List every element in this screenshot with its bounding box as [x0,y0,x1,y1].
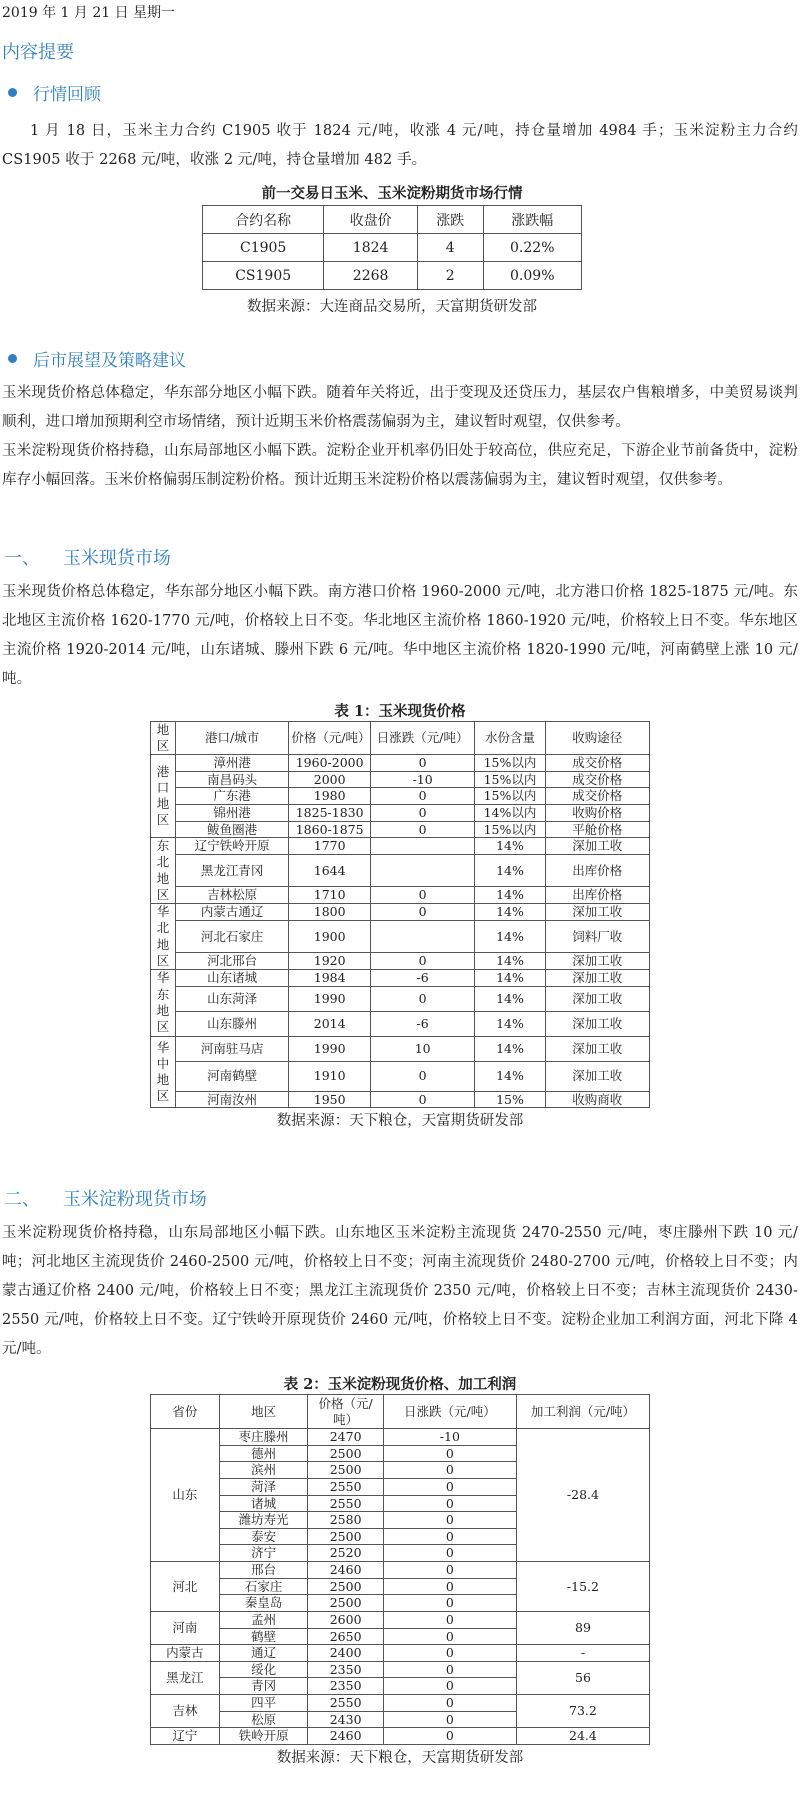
table-cell: 1824 [324,234,418,262]
table-cell: 1984 [289,970,371,987]
table-cell: 1960-2000 [289,755,371,772]
starch-table-source: 数据来源：天下粮仓，天富期货研发部 [276,1749,524,1766]
table-cell: 深加工收 [545,970,649,987]
bullet-icon [8,88,17,97]
table-cell: 枣庄滕州 [219,1429,308,1446]
table-cell: 南昌码头 [175,771,288,788]
table-row [151,1695,650,1712]
table-cell: 山东滕州 [175,1011,288,1036]
table-row [203,206,582,234]
section-heading-corn: 一、 玉米现货市场 [4,548,171,569]
table-cell: 15%以内 [475,771,545,788]
table-row [151,855,650,886]
table-cell: 0 [383,1578,516,1595]
table-cell: 2 [417,262,483,290]
table-cell: 邢台 [219,1562,308,1579]
table-cell: 2268 [324,262,418,290]
table-cell: 通辽 [219,1645,308,1662]
table-cell: 吉林松原 [175,886,288,903]
table-cell: 14%以内 [475,804,545,821]
table-cell: 15%以内 [475,821,545,838]
table-row [151,1061,650,1091]
table-cell: 深加工收 [545,1036,649,1061]
table-cell: 2500 [308,1595,383,1612]
table-header-cell: 收购途径 [545,722,649,755]
table-cell: 1644 [289,855,371,886]
table-cell: 河南汝州 [175,1091,288,1108]
section-heading-review [8,80,101,105]
province-cell: 内蒙古 [151,1645,220,1662]
table-row [203,234,582,262]
futures-table [202,205,582,290]
table-cell: 1900 [289,921,371,952]
table-cell: 0 [370,904,474,921]
region-cell: 华北地区 [151,904,176,970]
table-cell: 河北石家庄 [175,921,288,952]
table-header-cell: 价格（元/吨） [308,1395,383,1429]
table-cell: 14% [475,904,545,921]
table-cell: 出库价格 [545,855,649,886]
futures-table-caption: 前一交易日玉米、玉米淀粉期货市场行情 [261,185,523,202]
review-paragraph: 1 月 18 日，玉米主力合约 C1905 收于 1824 元/吨，收涨 4 元/吨，持仓量增加 4984 手；玉米淀粉主力合约 CS1905 收于 2268 元/吨，收涨 2 元/吨，持仓量增加 482 手。 [2,123,798,168]
table-row [151,1611,650,1628]
table-cell: 内蒙古通辽 [175,904,288,921]
corn-price-table [150,721,650,1108]
table-cell: 0 [383,1478,516,1495]
profit-cell: - [516,1645,649,1662]
table-cell: 潍坊寿光 [219,1512,308,1529]
table-cell: 黑龙江青冈 [175,855,288,886]
table-cell: 深加工收 [545,1061,649,1091]
table-row [151,1011,650,1036]
table-cell: -10 [383,1429,516,1446]
table-cell [370,855,474,886]
table-cell: 菏泽 [219,1478,308,1495]
table-cell: 0 [383,1495,516,1512]
table-cell: 深加工收 [545,986,649,1011]
table-cell: 14% [475,970,545,987]
table-cell: 14% [475,1061,545,1091]
corn-paragraph: 玉米现货价格总体稳定，华东部分地区小幅下跌。南方港口价格 1960-2000 元/吨，北方港口价格 1825-1875 元/吨。东北地区主流价格 1620-1770 元/吨，价格较上日不变。华北地区主流价格 1860-1920 元/吨，价格较上日不变。华东地区主流价格 1920-2014 元/吨，山东诸城、滕州下跌 6 元/吨。华中地区主流价格 1820-1990 元/吨，河南鹤壁上涨 10 元/吨。 [2,584,798,687]
table-cell: 1710 [289,886,371,903]
table-cell: 1910 [289,1061,371,1091]
table-cell: 0 [370,952,474,969]
table-cell: 0 [383,1645,516,1662]
table-cell: 0 [383,1728,516,1745]
table-cell: 14% [475,838,545,855]
table-header-cell: 涨跌幅 [483,206,581,234]
province-cell: 辽宁 [151,1728,220,1745]
table-cell: 0 [370,1091,474,1108]
table-header-cell: 省份 [151,1395,220,1429]
table-cell: 2580 [308,1512,383,1529]
outlook-paragraph-1: 玉米现货价格总体稳定，华东部分地区小幅下跌。随着年关将近，出于变现及还贷压力，基层农户售粮增多，中美贸易谈判顺利，进口增加预期利空市场情绪，预计近期玉米价格震荡偏弱为主，建议暂时观望，仅供参考。 [2,385,798,430]
table-cell: 0 [383,1545,516,1562]
table-row [151,886,650,903]
table-header-cell: 合约名称 [203,206,324,234]
table-row [151,970,650,987]
table-cell: 成交价格 [545,755,649,772]
table-cell [370,921,474,952]
table-cell: 山东菏泽 [175,986,288,1011]
table-row [151,755,650,772]
table-cell: 鹤壁 [219,1628,308,1645]
table-cell: 河南鹤壁 [175,1061,288,1091]
table-cell: 铁岭开原 [219,1728,308,1745]
corn-table-caption: 表 1：玉米现货价格 [334,703,466,720]
province-cell: 河北 [151,1562,220,1612]
table-cell: 0 [383,1695,516,1712]
table-row [151,952,650,969]
table-cell: 松原 [219,1711,308,1728]
table-row [151,921,650,952]
table-cell: 0 [383,1512,516,1529]
table-cell: 2014 [289,1011,371,1036]
table-cell: 2550 [308,1478,383,1495]
table-cell: 1980 [289,788,371,805]
profit-cell: -15.2 [516,1562,649,1612]
table-cell: 15% [475,1091,545,1108]
table-cell: 孟州 [219,1611,308,1628]
table-cell: 0 [383,1445,516,1462]
table-cell: 1770 [289,838,371,855]
table-header-cell: 地区 [219,1395,308,1429]
table-cell: 四平 [219,1695,308,1712]
table-cell: 0 [383,1661,516,1678]
table-cell: 诸城 [219,1495,308,1512]
table-cell: 饲料厂收 [545,921,649,952]
table-row [151,838,650,855]
region-cell: 华中地区 [151,1036,176,1108]
table-cell: 0 [383,1595,516,1612]
table-cell: 0.22% [483,234,581,262]
table-cell: 收购价格 [545,804,649,821]
table-header-cell: 涨跌 [417,206,483,234]
table-cell: 1990 [289,986,371,1011]
table-row [151,1429,650,1446]
table-cell: 0 [370,821,474,838]
region-cell: 东北地区 [151,838,176,904]
table-row [151,771,650,788]
corn-table-block [150,700,650,1130]
table-cell: 深加工收 [545,838,649,855]
table-header-cell: 港口/城市 [175,722,288,755]
profit-cell: 24.4 [516,1728,649,1745]
table-cell: 锦州港 [175,804,288,821]
table-cell: 1860-1875 [289,821,371,838]
table-row [151,821,650,838]
table-cell: -6 [370,1011,474,1036]
table-cell: 4 [417,234,483,262]
table-cell: 泰安 [219,1528,308,1545]
table-cell: 14% [475,1011,545,1036]
table-header-cell: 加工利润（元/吨） [516,1395,649,1429]
table-cell: 14% [475,986,545,1011]
starch-table-block [150,1373,650,1767]
table-cell: 2520 [308,1545,383,1562]
starch-table-caption: 表 2：玉米淀粉现货价格、加工利润 [283,1376,517,1393]
table-header-cell: 地区 [151,722,176,755]
table-cell: 1800 [289,904,371,921]
table-cell: 0 [383,1711,516,1728]
table-cell: 成交价格 [545,771,649,788]
table-cell: 辽宁铁岭开原 [175,838,288,855]
table-cell: 2400 [308,1645,383,1662]
region-cell: 华东地区 [151,970,176,1037]
table-cell: 绥化 [219,1661,308,1678]
province-cell: 山东 [151,1429,220,1562]
profit-cell: 73.2 [516,1695,649,1728]
section-heading-outlook [8,346,186,371]
table-header-cell: 价格（元/吨） [289,722,371,755]
futures-table-source: 数据来源：大连商品交易所，天富期货研发部 [247,299,537,315]
table-cell: 平舱价格 [545,821,649,838]
section-heading-review-text: 行情回顾 [33,85,101,105]
table-cell: 14% [475,1036,545,1061]
table-cell: 河北邢台 [175,952,288,969]
table-cell: 14% [475,952,545,969]
table-cell: 济宁 [219,1545,308,1562]
table-cell: 1950 [289,1091,371,1108]
table-cell: 15%以内 [475,755,545,772]
table-cell: 秦皇岛 [219,1595,308,1612]
province-cell: 吉林 [151,1695,220,1728]
table-cell: 0.09% [483,262,581,290]
table-cell: 深加工收 [545,952,649,969]
province-cell: 黑龙江 [151,1661,220,1694]
table-row [151,1728,650,1745]
table-header-cell: 水份含量 [475,722,545,755]
section-heading-starch: 二、 玉米淀粉现货市场 [4,1189,207,1210]
table-cell: 0 [370,755,474,772]
table-cell: 青冈 [219,1678,308,1695]
table-header-cell: 日涨跌（元/吨） [383,1395,516,1429]
futures-table-block [202,182,582,316]
table-cell [370,838,474,855]
profit-cell: 89 [516,1611,649,1644]
table-cell: 收购商收 [545,1091,649,1108]
table-cell: -6 [370,970,474,987]
table-cell: 0 [370,1061,474,1091]
starch-paragraph: 玉米淀粉现货价格持稳，山东局部地区小幅下跌。山东地区玉米淀粉主流现货 2470-2550 元/吨，枣庄滕州下跌 10 元/吨；河北地区主流现货价 2460-2500 元/吨，价格较上日不变；河南主流现货价 2480-2700 元/吨，价格较上日不变；内蒙古通辽价格 2400 元/吨，价格较上日不变；黑龙江主流现货价 2350 元/吨，价格较上日不变；吉林主流现货价 2430-2550 元/吨，价格较上日不变。辽宁铁岭开原现货价 2460 元/吨，价格较上日不变。淀粉企业加工利润方面，河北下降 4 元/吨。 [2,1225,798,1357]
profit-cell: -28.4 [516,1429,649,1562]
table-row [151,986,650,1011]
table-cell: 2350 [308,1661,383,1678]
table-cell: 14% [475,855,545,886]
table-cell: 1920 [289,952,371,969]
table-row [151,1091,650,1108]
table-header-cell: 收盘价 [324,206,418,234]
table-cell: -10 [370,771,474,788]
outlook-paragraph-2: 玉米淀粉现货价格持稳，山东局部地区小幅下跌。淀粉企业开机率仍旧处于较高位，供应充足，下游企业节前备货中，淀粉库存小幅回落。玉米价格偏弱压制淀粉价格。预计近期玉米淀粉价格以震荡偏弱为主，建议暂时观望，仅供参考。 [2,443,798,488]
table-cell: 2460 [308,1728,383,1745]
table-row [151,1645,650,1662]
profit-cell: 56 [516,1661,649,1694]
table-cell: 0 [383,1462,516,1479]
table-cell: 河南驻马店 [175,1036,288,1061]
table-cell: 2350 [308,1678,383,1695]
table-cell: 14% [475,886,545,903]
table-cell: 0 [383,1528,516,1545]
table-row [151,904,650,921]
table-cell: 2500 [308,1578,383,1595]
table-cell: 0 [370,886,474,903]
table-cell: 2000 [289,771,371,788]
table-cell: 广东港 [175,788,288,805]
table-cell: 2460 [308,1562,383,1579]
table-row [151,1562,650,1579]
table-cell: 成交价格 [545,788,649,805]
table-cell: 2500 [308,1445,383,1462]
table-cell: 深加工收 [545,904,649,921]
report-date: 2019 年 1 月 21 日 星期一 [2,5,176,21]
table-cell: 1825-1830 [289,804,371,821]
table-cell: 鲅鱼圈港 [175,821,288,838]
table-row [151,1661,650,1678]
table-cell: 0 [370,804,474,821]
table-cell: 石家庄 [219,1578,308,1595]
table-cell: 0 [383,1678,516,1695]
table-row [203,262,582,290]
table-row [151,1036,650,1061]
starch-price-table [150,1394,650,1745]
table-cell: 1990 [289,1036,371,1061]
table-cell: C1905 [203,234,324,262]
table-cell: 漳州港 [175,755,288,772]
table-cell: 2500 [308,1462,383,1479]
table-cell: 0 [383,1611,516,1628]
table-cell: 15%以内 [475,788,545,805]
table-cell: 2470 [308,1429,383,1446]
section-heading-outlook-text: 后市展望及策略建议 [33,351,186,371]
corn-table-source: 数据来源：天下粮仓，天富期货研发部 [276,1113,524,1130]
region-cell: 港口地区 [151,755,176,838]
province-cell: 河南 [151,1611,220,1644]
table-row [151,722,650,755]
table-cell: 0 [383,1628,516,1645]
table-cell: 出库价格 [545,886,649,903]
table-cell: 德州 [219,1445,308,1462]
table-header-cell: 日涨跌（元/吨） [370,722,474,755]
table-cell: 2550 [308,1695,383,1712]
bullet-icon [8,354,17,363]
table-cell: 0 [383,1562,516,1579]
table-row [151,1395,650,1429]
table-cell: 2430 [308,1711,383,1728]
table-row [151,804,650,821]
table-cell: 2650 [308,1628,383,1645]
table-cell: 深加工收 [545,1011,649,1036]
table-cell: 14% [475,921,545,952]
table-cell: 0 [370,986,474,1011]
page-title: 内容提要 [2,42,74,63]
table-cell: 10 [370,1036,474,1061]
table-cell: 0 [370,788,474,805]
table-row [151,788,650,805]
table-cell: 2550 [308,1495,383,1512]
table-cell: 2600 [308,1611,383,1628]
table-cell: 滨州 [219,1462,308,1479]
table-cell: CS1905 [203,262,324,290]
table-cell: 2500 [308,1528,383,1545]
table-cell: 山东诸城 [175,970,288,987]
